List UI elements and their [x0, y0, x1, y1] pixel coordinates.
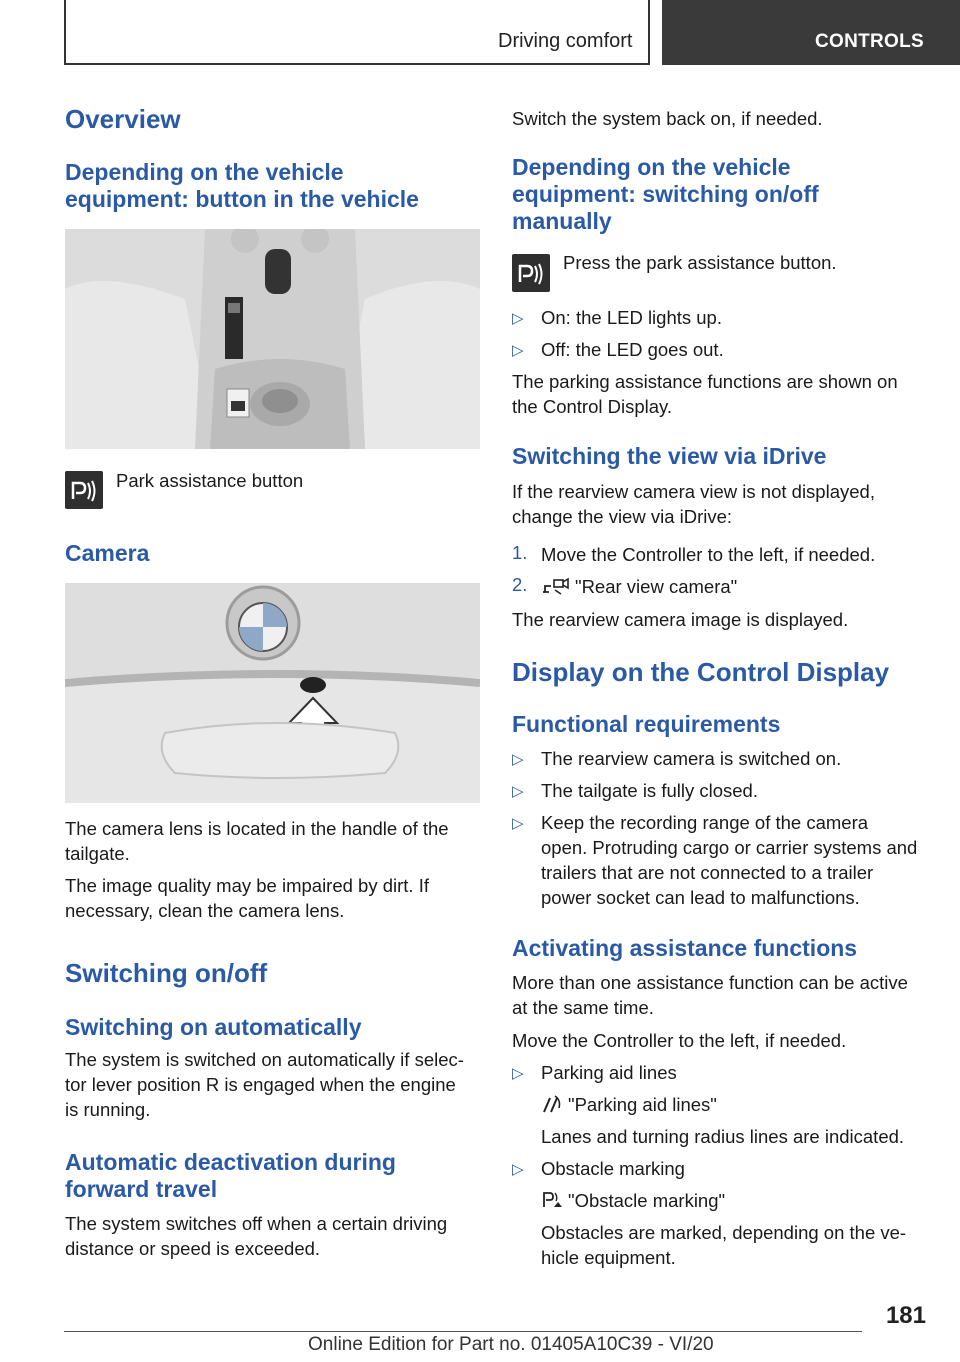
obstacle-menu: "Obstacle marking" [568, 1190, 726, 1211]
led-on-item: On: the LED lights up. [541, 307, 722, 328]
camera-p1-line1: The camera lens is located in the handle of the [65, 818, 449, 839]
req1-item: The rearview camera is switched on. [541, 748, 842, 769]
aid-lines-desc: Lanes and turning radius lines are indicated. [541, 1126, 905, 1147]
console-photo [65, 229, 480, 449]
tailgate-illustration [65, 583, 480, 803]
idrive-p-line1: If the rearview camera view is not displayed, [512, 481, 875, 502]
camera-photo [65, 583, 480, 803]
bullet-triangle-icon: ▷ [512, 815, 524, 832]
bullet-triangle-icon: ▷ [512, 1065, 524, 1082]
idrive-p-line2: change the view via iDrive: [512, 506, 733, 527]
auto-p-line1: The system is switched on automatically if selec- [65, 1049, 464, 1070]
park-assist-button-icon [65, 471, 103, 509]
overview-heading: Overview [65, 104, 181, 134]
shown-line2: the Control Display. [512, 396, 673, 417]
obstacle-desc-line2: hicle equipment. [541, 1247, 676, 1268]
act-move-text: Move the Controller to the left, if needed. [512, 1030, 847, 1051]
req3-line4: power socket can lead to malfunctions. [541, 887, 860, 908]
obstacle-item: Obstacle marking [541, 1158, 685, 1179]
bullet-triangle-icon: ▷ [512, 1161, 524, 1178]
auto-heading: Switching on automatically [65, 1014, 362, 1040]
console-illustration [65, 229, 480, 449]
func-heading: Functional requirements [512, 711, 781, 737]
displayed-text: The rearview camera image is displayed. [512, 609, 849, 630]
req3-line2: open. Protruding cargo or carrier systems and [541, 837, 918, 858]
aid-lines-menu: "Parking aid lines" [568, 1094, 717, 1115]
idrive-heading: Switching the view via iDrive [512, 443, 827, 469]
press-button-text: Press the park assistance button. [563, 252, 837, 273]
bullet-triangle-icon: ▷ [512, 310, 524, 327]
manual-heading-line3: manually [512, 208, 612, 234]
aid-lines-item: Parking aid lines [541, 1062, 677, 1083]
bullet-triangle-icon: ▷ [512, 751, 524, 768]
footer-divider [64, 1331, 862, 1332]
req2-item: The tailgate is fully closed. [541, 780, 758, 801]
req3-line1: Keep the recording range of the camera [541, 812, 869, 833]
button-heading-line1: Depending on the vehicle [65, 159, 344, 185]
deact-p-line2: distance or speed is exceeded. [65, 1238, 321, 1259]
park-button-caption: Park assistance button [116, 470, 304, 491]
auto-p-line2: tor lever position R is engaged when the engine [65, 1074, 456, 1095]
act-p-line1: More than one assistance function can be active [512, 972, 908, 993]
bullet-triangle-icon: ▷ [512, 342, 524, 359]
rear-view-camera-icon [541, 576, 571, 596]
obstacle-marking-icon [541, 1189, 563, 1209]
deact-heading-line1: Automatic deactivation during [65, 1149, 396, 1175]
camera-p1-line2: tailgate. [65, 843, 130, 864]
req3-line3: trailers that are not connected to a trailer [541, 862, 874, 883]
activating-heading: Activating assistance functions [512, 935, 858, 961]
footer-edition: Online Edition for Part no. 01405A10C39 - VI/20 [308, 1334, 714, 1355]
deact-heading-line2: forward travel [65, 1176, 218, 1202]
switch-back-text: Switch the system back on, if needed. [512, 108, 823, 129]
camera-heading: Camera [65, 540, 150, 566]
camera-p2-line2: necessary, clean the camera lens. [65, 900, 345, 921]
display-heading: Display on the Control Display [512, 657, 890, 687]
header-section-title: Driving comfort [498, 30, 633, 52]
step2-text: "Rear view camera" [575, 576, 738, 597]
shown-line1: The parking assistance functions are shown on [512, 371, 898, 392]
act-p-line2: at the same time. [512, 997, 654, 1018]
deact-p-line1: The system switches off when a certain driving [65, 1213, 448, 1234]
page-number: 181 [885, 1302, 926, 1329]
camera-p2-line1: The image quality may be impaired by dirt. If [65, 875, 429, 896]
manual-heading-line1: Depending on the vehicle [512, 154, 791, 180]
auto-p-line3: is running. [65, 1099, 151, 1120]
header-chapter-title: CONTROLS [815, 31, 925, 52]
led-off-item: Off: the LED goes out. [541, 339, 724, 360]
bullet-triangle-icon: ▷ [512, 783, 524, 800]
button-heading-line2: equipment: button in the vehicle [65, 186, 419, 212]
step1-text: Move the Controller to the left, if needed. [541, 544, 876, 565]
park-assist-button-icon-2 [512, 254, 550, 292]
manual-heading-line2: equipment: switching on/off [512, 181, 819, 207]
switching-heading: Switching on/off [65, 958, 268, 988]
step2-number: 2. [512, 574, 528, 595]
parking-aid-lines-icon [541, 1094, 563, 1114]
step1-number: 1. [512, 542, 528, 563]
obstacle-desc-line1: Obstacles are marked, depending on the ve- [541, 1222, 907, 1243]
